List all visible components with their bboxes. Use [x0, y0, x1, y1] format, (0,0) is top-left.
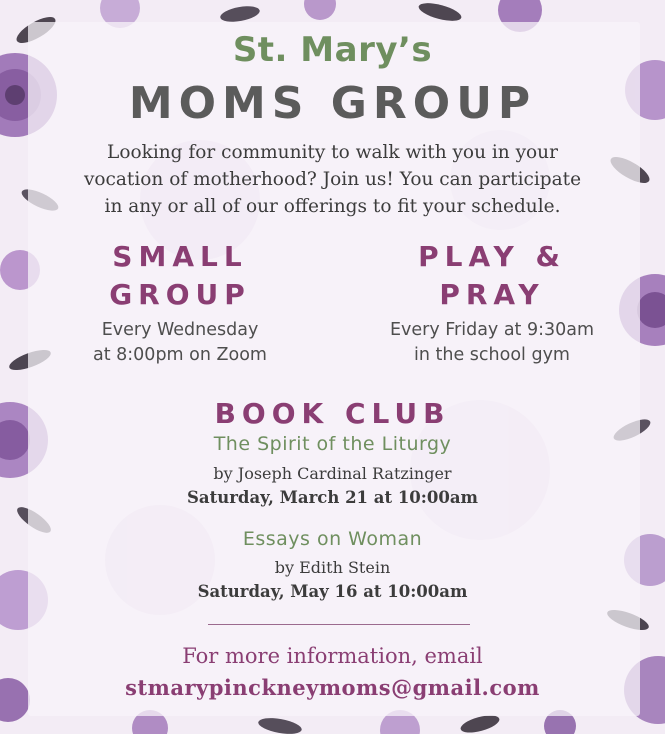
- book-date: Saturday, March 21 at 10:00am: [186, 488, 478, 507]
- title-st-marys: St. Mary’s: [232, 30, 433, 70]
- heading-line: GROUP: [109, 278, 251, 311]
- intro-line: Looking for community to walk with you in your: [107, 142, 558, 163]
- more-info-text: For more information, email: [182, 644, 483, 668]
- intro-paragraph: [0, 139, 665, 220]
- title-moms-group: MOMS GROUP: [128, 78, 537, 129]
- small-group-details: [50, 318, 310, 368]
- play-pray-heading: [362, 238, 622, 314]
- book-date: Saturday, May 16 at 10:00am: [197, 582, 468, 601]
- detail-line: at 8:00pm on Zoom: [93, 345, 267, 365]
- heading-line: PRAY: [439, 278, 545, 311]
- book-author: by Joseph Cardinal Ratzinger: [213, 464, 452, 483]
- heading-line: SMALL: [112, 240, 248, 273]
- book-club-heading: BOOK CLUB: [214, 397, 451, 430]
- contact-email: stmarypinckneymoms@gmail.com: [125, 675, 540, 700]
- intro-line: in any or all of our offerings to fit your schedule.: [104, 196, 561, 217]
- book-author: by Edith Stein: [274, 558, 391, 577]
- divider-line: [208, 624, 470, 625]
- detail-line: Every Friday at 9:30am: [389, 320, 595, 340]
- heading-line: PLAY &: [418, 240, 566, 273]
- detail-line: Every Wednesday: [101, 320, 259, 340]
- play-pray-details: [352, 318, 632, 368]
- detail-line: in the school gym: [414, 345, 570, 365]
- intro-line: vocation of motherhood? Join us! You can participate: [83, 169, 582, 190]
- book-title: The Spirit of the Liturgy: [213, 433, 452, 455]
- book-title: Essays on Woman: [242, 528, 423, 550]
- small-group-heading: [60, 238, 300, 314]
